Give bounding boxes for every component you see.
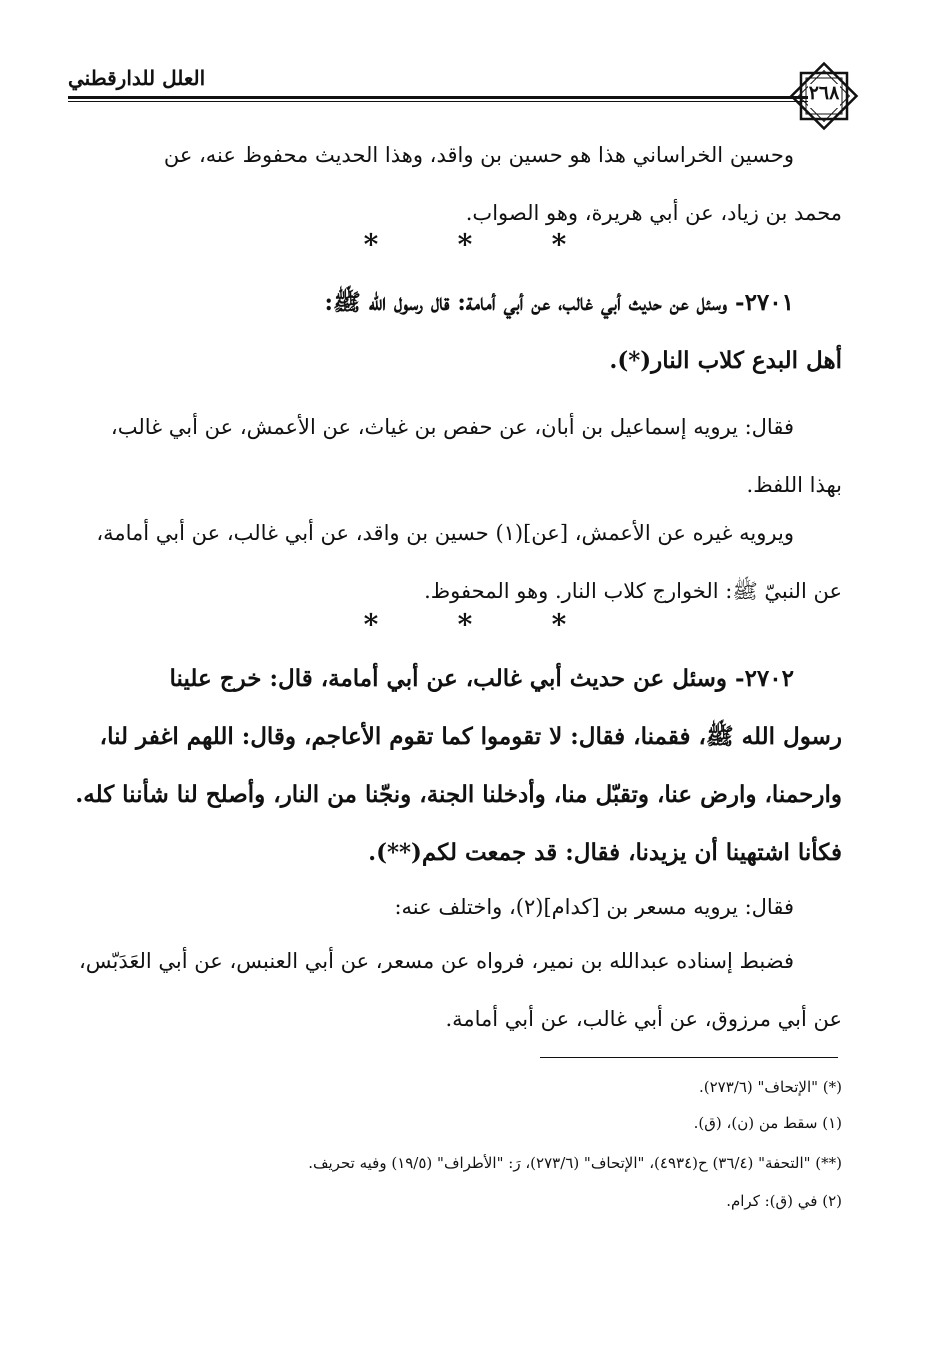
- text-line: ويرويه غيره عن الأعمش، [عن](١) حسين بن واقد، عن أبي غالب، عن أبي أمامة،: [96, 521, 794, 545]
- section-separator: [360, 608, 570, 641]
- answer-paragraph: [70, 878, 842, 936]
- separator-star: *: [363, 608, 379, 641]
- text-line: وارحمنا، وارض عنا، وتقبّل منا، وأدخلنا الجنة، ونجّنا من النار، وأصلح لنا شأننا كله.: [75, 781, 842, 808]
- separator-star: *: [363, 228, 379, 261]
- footnote: (٢) في (ق): كرام.: [726, 1192, 842, 1210]
- question-2701: [70, 274, 842, 390]
- section-separator: [360, 228, 570, 261]
- header-rule: [68, 96, 830, 99]
- text-line: أهل البدع كلاب النار(*).: [609, 347, 842, 374]
- footnote: (**) "التحفة" (٣٦/٤) ح(٤٩٣٤)، "الإتحاف" (٢٧٣/٦)، رَ: "الأطراف" (١٩/٥) وفيه تحريف.: [308, 1154, 842, 1172]
- answer-paragraph: [70, 398, 842, 514]
- text-line: فقال: يرويه إسماعيل بن أبان، عن حفص بن غياث، عن الأعمش، عن أبي غالب،: [110, 415, 794, 439]
- answer-paragraph: [70, 932, 842, 1048]
- text-line: عن النبيّ ﷺ: الخوارج كلاب النار. وهو المحفوظ.: [424, 579, 842, 603]
- answer-paragraph: [70, 504, 842, 620]
- text-line: عن أبي مرزوق، عن أبي غالب، عن أبي أمامة.: [445, 1007, 842, 1031]
- separator-star: *: [457, 608, 473, 641]
- text-line: محمد بن زياد، عن أبي هريرة، وهو الصواب.: [465, 201, 842, 225]
- separator-star: *: [551, 228, 567, 261]
- text-line: رسول الله ﷺ، فقمنا، فقال: لا تقوموا كما تقوم الأعاجم، وقال: اللهم اغفر لنا،: [99, 723, 842, 750]
- question-2702: [70, 650, 842, 882]
- footnote: (١) سقط من (ن)، (ق).: [693, 1114, 842, 1132]
- footnote: (*) "الإتحاف" (٢٧٣/٦).: [699, 1078, 842, 1096]
- text-line: فضبط إسناده عبدالله بن نمير، فرواه عن مسعر، عن أبي العنبس، عن أبي العَدَبّس،: [78, 949, 794, 973]
- text-line: ٢٧٠١- وسئل عن حديث أبي غالب، عن أبي أمامة: قال رسول الله ﷺ:: [324, 289, 794, 316]
- running-title: العلل للدارقطني: [68, 66, 206, 90]
- text-line: فكأنا اشتهينا أن يزيدنا، فقال: قد جمعت لكم(**).: [368, 839, 842, 866]
- text-line: وحسين الخراساني هذا هو حسين بن واقد، وهذا الحديث محفوظ عنه، عن: [163, 143, 794, 167]
- paragraph-continuation: [70, 126, 842, 242]
- page-number: ٢٦٨: [808, 82, 840, 104]
- header-rule-thin: [68, 101, 830, 102]
- footnote-rule: [540, 1057, 838, 1058]
- text-line: فقال: يرويه مسعر بن [كدام](٢)، واختلف عنه:: [394, 895, 794, 919]
- separator-star: *: [551, 608, 567, 641]
- text-line: ٢٧٠٢- وسئل عن حديث أبي غالب، عن أبي أمامة، قال: خرج علينا: [169, 665, 794, 692]
- text-line: بهذا اللفظ.: [746, 473, 842, 497]
- separator-star: *: [457, 228, 473, 261]
